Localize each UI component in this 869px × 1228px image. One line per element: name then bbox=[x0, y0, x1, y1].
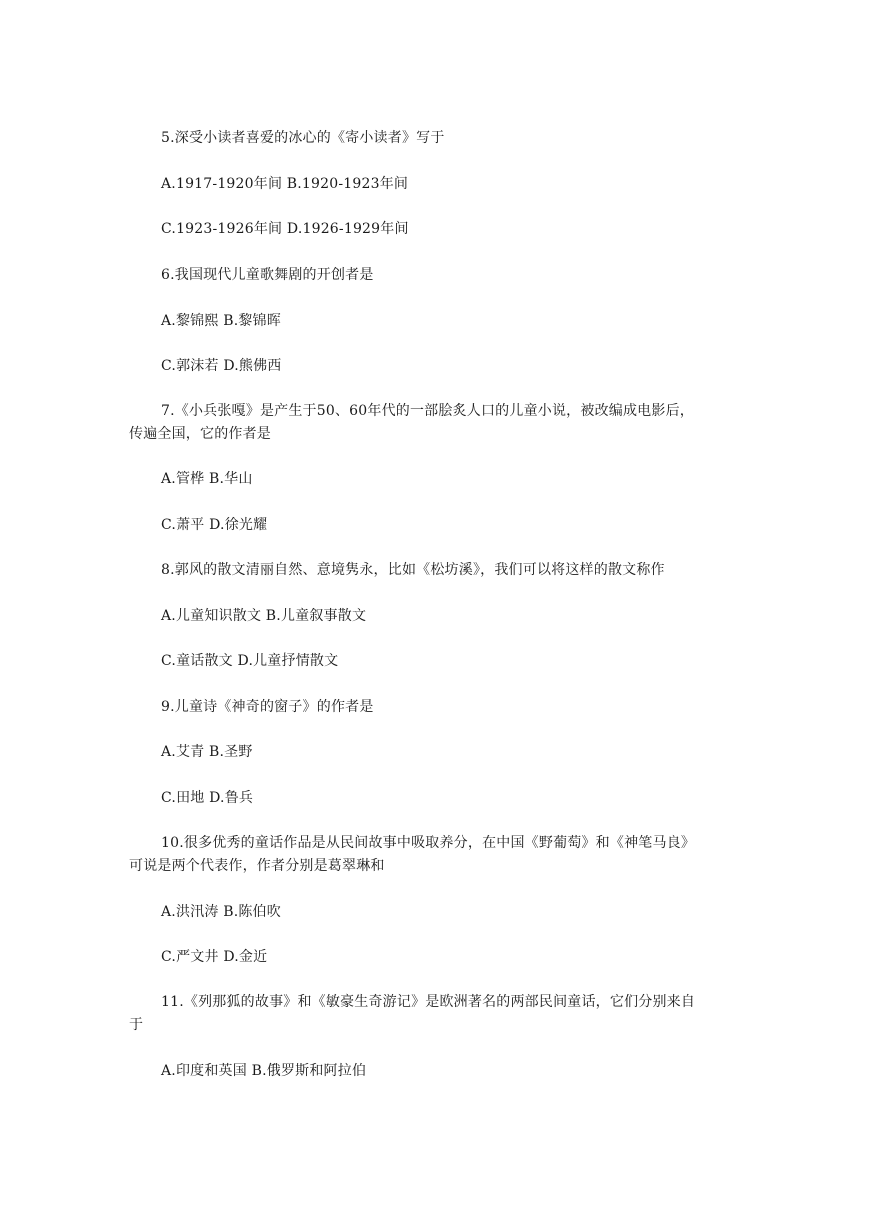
question-11-options-ab: A.印度和英国 B.俄罗斯和阿拉伯 bbox=[161, 1063, 367, 1079]
question-6-text: 6.我国现代儿童歌舞剧的开创者是 bbox=[161, 267, 374, 283]
question-9-options-cd: C.田地 D.鲁兵 bbox=[161, 790, 254, 806]
question-11-text-line-1: 11.《列那狐的故事》和《敏豪生奇游记》是欧洲著名的两部民间童话，它们分别来自 bbox=[161, 994, 696, 1010]
question-7-options-cd: C.萧平 D.徐光耀 bbox=[161, 517, 268, 533]
question-7-text-line-1: 7.《小兵张嘎》是产生于50、60年代的一部脍炙人口的儿童小说，被改编成电影后， bbox=[161, 403, 694, 419]
question-8-options-cd: C.童话散文 D.儿童抒情散文 bbox=[161, 653, 339, 669]
question-7-text-line-2: 传遍全国，它的作者是 bbox=[129, 426, 271, 442]
question-6-options-cd: C.郭沫若 D.熊佛西 bbox=[161, 358, 282, 374]
question-10-text-line-1: 10.很多优秀的童话作品是从民间故事中吸取养分，在中国《野葡萄》和《神笔马良》 bbox=[161, 835, 696, 851]
question-9-options-ab: A.艾青 B.圣野 bbox=[161, 744, 253, 760]
question-8-options-ab: A.儿童知识散文 B.儿童叙事散文 bbox=[161, 608, 367, 624]
question-7-options-ab: A.管桦 B.华山 bbox=[161, 471, 253, 487]
question-5-options-cd: C.1923-1926年间 D.1926-1929年间 bbox=[161, 221, 409, 237]
question-5-options-ab: A.1917-1920年间 B.1920-1923年间 bbox=[161, 176, 409, 192]
question-10-text-line-2: 可说是两个代表作，作者分别是葛翠琳和 bbox=[129, 858, 385, 874]
question-5-text: 5.深受小读者喜爱的冰心的《寄小读者》写于 bbox=[161, 130, 445, 146]
question-8-text: 8.郭风的散文清丽自然、意境隽永，比如《松坊溪》，我们可以将这样的散文称作 bbox=[161, 562, 665, 578]
question-9-text: 9.儿童诗《神奇的窗子》的作者是 bbox=[161, 699, 374, 715]
question-6-options-ab: A.黎锦熙 B.黎锦晖 bbox=[161, 313, 281, 329]
question-10-options-ab: A.洪汛涛 B.陈伯吹 bbox=[161, 904, 281, 920]
question-11-text-line-2: 于 bbox=[129, 1017, 144, 1033]
question-10-options-cd: C.严文井 D.金近 bbox=[161, 949, 268, 965]
